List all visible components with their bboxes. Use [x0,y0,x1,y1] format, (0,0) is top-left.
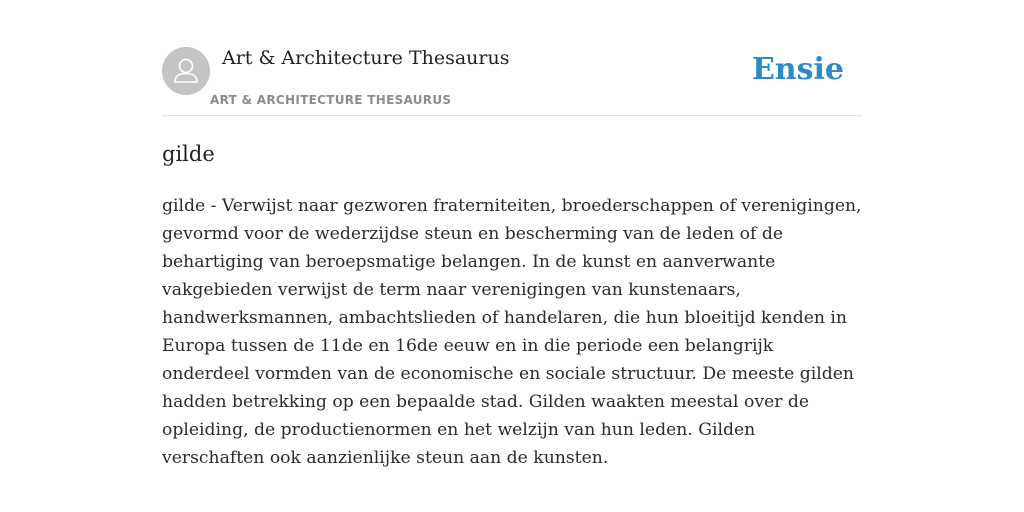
source-subtitle: ART & ARCHITECTURE THESAURUS [210,93,452,107]
source-header [162,46,862,116]
user-avatar-icon[interactable] [162,47,210,95]
entry-definition: gilde - Verwijst naar gezworen fraterniteiten, broederschappen of verenigingen, gevormd voor de wederzijdse steun en bescherming van de leden of de behartiging van beroepsmatige belangen. In de kunst en aanverwante vakgebieden verwijst de term naar verenigingen van kunstenaars, handwerksmannen, ambachtslieden of handelaren, die hun bloeitijd kenden in Europa tussen de 11de en 16de eeuw en in die periode een belangrijk onderdeel vormden van de economische en sociale structuur. De meeste gilden hadden betrekking op een bepaalde stad. Gilden waakten meestal over de opleiding, de productienormen en het welzijn van hun leden. Gilden verschaften ook aanzienlijke steun aan de kunsten. [162,196,862,468]
entry-term-title: gilde [162,142,215,166]
ensie-logo-link[interactable]: Ensie [751,52,844,87]
source-title-link[interactable]: Art & Architecture Thesaurus [222,47,510,69]
entry-card [162,46,862,468]
person-silhouette-icon [162,47,210,95]
